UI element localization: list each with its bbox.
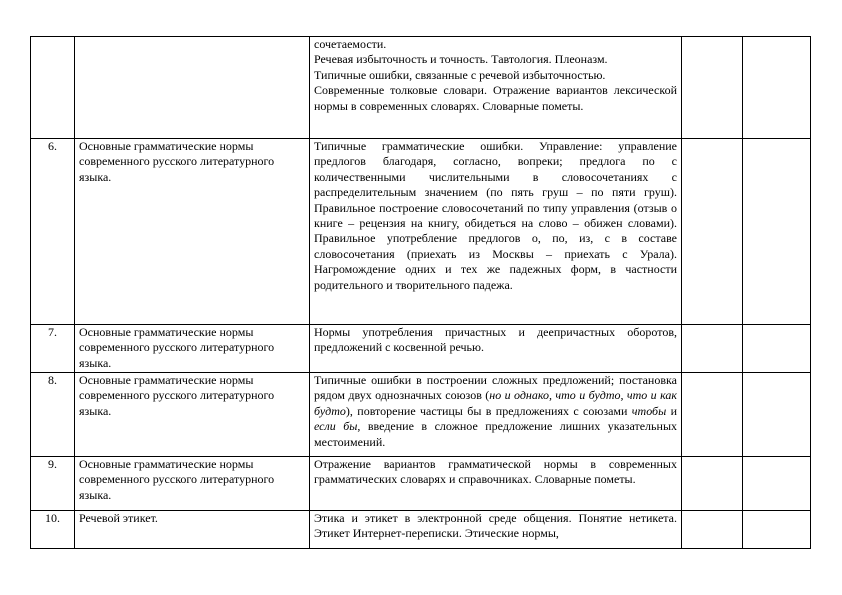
row-number: 7. xyxy=(31,325,75,373)
table-row xyxy=(31,457,811,511)
row-number: 9. xyxy=(31,457,75,511)
topic-cell: Основные грамматические нормы современного русского литературного языка. xyxy=(75,325,310,373)
table-row xyxy=(31,373,811,457)
topic-cell: Основные грамматические нормы современного русского литературного языка. xyxy=(75,373,310,457)
empty-cell xyxy=(743,37,811,139)
content-text: Типичные ошибки в построении сложных предложений; постановка рядом двух однозначных союзов ( xyxy=(314,373,677,403)
content-italic: чтобы xyxy=(631,403,667,418)
content-cell xyxy=(310,325,682,373)
row-number: 6. xyxy=(31,139,75,325)
content-italic: но и однако, что и будто, что и как будто xyxy=(314,388,677,418)
empty-cell xyxy=(682,37,743,139)
content-paragraph xyxy=(314,373,677,450)
empty-cell xyxy=(682,139,743,325)
content-line: Современные толковые словари. Отражение вариантов лексической нормы в современных словарях. Словарные пометы. xyxy=(314,83,677,113)
content-italic: если бы xyxy=(314,419,358,434)
content-line: Речевая избыточность и точность. Тавтология. Плеоназм. xyxy=(314,52,608,67)
topic-cell: Основные грамматические нормы современного русского литературного языка. xyxy=(75,139,310,325)
table-row xyxy=(31,325,811,373)
content-paragraph: Этика и этикет в электронной среде общения. Понятие нетикета. Этикет Интернет-переписки. Этические нормы, xyxy=(314,511,677,541)
content-text: ), повторение частицы бы в предложениях с союзами xyxy=(345,403,632,418)
empty-cell xyxy=(743,325,811,373)
empty-cell xyxy=(682,325,743,373)
table-row xyxy=(31,37,811,139)
empty-cell xyxy=(682,457,743,511)
content-cell xyxy=(310,511,682,549)
content-paragraph: Нормы употребления причастных и деепричастных оборотов, предложений с косвенной речью. xyxy=(314,325,677,355)
empty-cell xyxy=(743,139,811,325)
empty-cell xyxy=(743,511,811,549)
curriculum-table xyxy=(30,36,811,549)
content-cell xyxy=(310,139,682,325)
content-paragraph: Типичные грамматические ошибки. Управление: управление предлогов благодаря, согласно, вопреки; предлога по с количественными числительными в словосочетаниях с распределительным значением (по пять груш – по пяти груш). Правильное построение словосочетаний по типу управления (отзыв о книге – рецензия на книгу, обидеться на слово – обижен словами). Правильное употребление предлогов о, по, из, с в составе словосочетания (приехать из Москвы – приехать с Урала). Нагромождение одних и тех же падежных форм, в частности родительного и творительного падежа. xyxy=(314,139,677,292)
topic-cell: Основные грамматические нормы современного русского литературного языка. xyxy=(75,457,310,511)
topic-cell xyxy=(75,37,310,139)
empty-cell xyxy=(743,457,811,511)
content-cell xyxy=(310,457,682,511)
empty-cell xyxy=(743,373,811,457)
topic-cell: Речевой этикет. xyxy=(75,511,310,549)
row-number: 10. xyxy=(31,511,75,549)
empty-cell xyxy=(682,373,743,457)
table-row xyxy=(31,511,811,549)
row-number: 8. xyxy=(31,373,75,457)
content-cell xyxy=(310,37,682,139)
row-number xyxy=(31,37,75,139)
content-text: и xyxy=(666,403,677,418)
content-line: сочетаемости. xyxy=(314,37,387,51)
empty-cell xyxy=(682,511,743,549)
table-row xyxy=(31,139,811,325)
content-line: Типичные ошибки, связанные с речевой избыточностью. xyxy=(314,67,606,82)
content-paragraph: Отражение вариантов грамматической нормы в современных грамматических словарях и справочниках. Словарные пометы. xyxy=(314,457,677,487)
content-text: , введение в сложное предложение лишних указательных местоимений. xyxy=(314,419,678,449)
content-cell xyxy=(310,373,682,457)
